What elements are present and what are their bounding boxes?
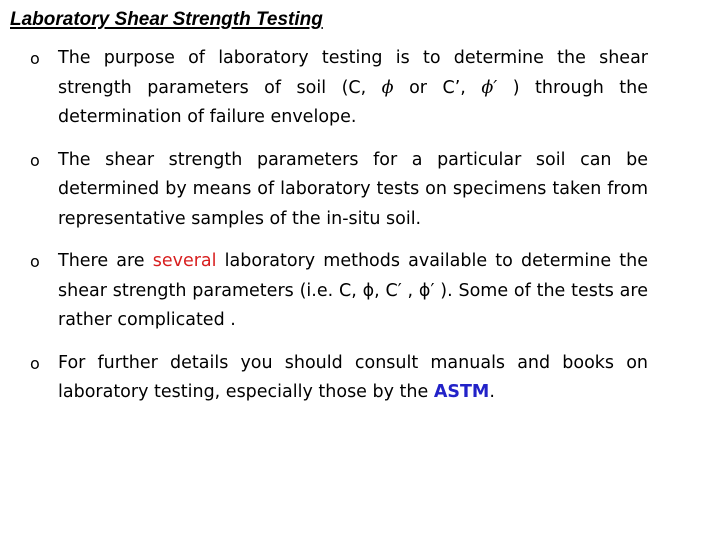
bullet-text: ) through the determination of failure envelope.: [58, 77, 649, 127]
slide-title: Laboratory Shear Strength Testing: [10, 9, 323, 30]
bullet-text: For further details you should consult manuals and books on laboratory testing, especially those by the: [58, 352, 648, 402]
bullet-item-purpose: [0, 44, 648, 133]
bullet-item-parameters: [0, 146, 648, 235]
bullet-item-further-details: [0, 349, 648, 408]
bullet-text: There are: [58, 251, 153, 271]
bullet-text: laboratory methods available to determine the shear strength parameters (i.e. C, ϕ, C′ , ϕ′ ). Some of the tests are rather complicated .: [58, 251, 648, 330]
bullet-text: The shear strength parameters for a particular soil can be determined by means of laboratory tests on specimens taken from representative samples of the in-situ soil.: [58, 149, 648, 229]
bullet-marker: o: [30, 252, 40, 271]
bullet-text: .: [489, 382, 495, 402]
bullet-marker: o: [30, 49, 40, 68]
bullet-text: The purpose of laboratory testing is to determine the shear strength parameters of soil (C,: [58, 48, 648, 98]
bullet-list: [0, 44, 720, 408]
bullet-marker: o: [30, 150, 40, 170]
highlight-several: several: [152, 251, 217, 271]
phi-prime-symbol: ϕ′: [481, 77, 498, 98]
bullet-item-methods: [0, 247, 648, 336]
bullet-marker: o: [30, 353, 40, 373]
phi-symbol: ϕ: [381, 77, 394, 98]
bullet-text: or C’,: [393, 77, 482, 98]
highlight-astm: ASTM: [433, 382, 490, 402]
